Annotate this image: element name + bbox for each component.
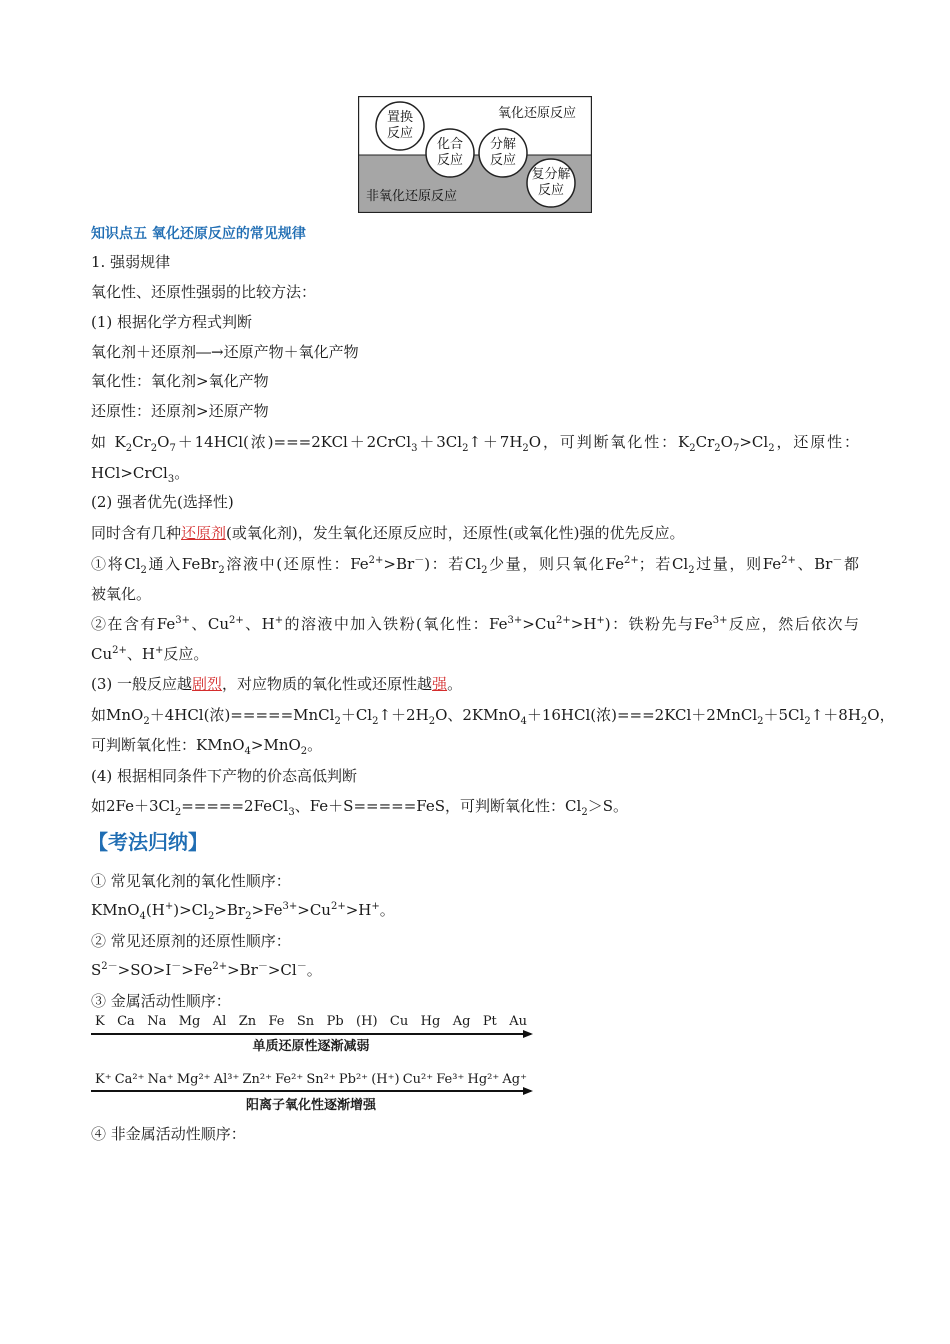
ion-symbol: Ca²⁺	[114, 1072, 145, 1087]
reducing-rule: 还原性：还原剂>还原产物	[91, 402, 269, 420]
metal-symbol: Ca	[117, 1014, 135, 1029]
metal-symbol: Au	[509, 1014, 527, 1029]
ion-symbol: Zn²⁺	[242, 1072, 272, 1087]
ion-symbol: Al³⁺	[213, 1072, 240, 1087]
metal-symbol: Zn	[238, 1014, 257, 1029]
summary-item-4: ④ 非金属活动性顺序：	[91, 1125, 246, 1143]
metal-symbol: Na	[147, 1014, 167, 1029]
non-redox-label: 非氧化还原反应	[366, 189, 458, 204]
redox-label: 氧化还原反应	[498, 106, 577, 121]
example-fe-cl2-s: 如$2Fe+3Cl_2=====2FeCl_3$、Fe＋S=====FeS，可判断氧化性：$Cl_2>S$。	[91, 797, 628, 818]
ion-symbol: Cu²⁺	[402, 1072, 434, 1087]
metal-symbol: Pb	[326, 1014, 344, 1029]
sub-item-2: (2) 强者优先(选择性)	[91, 493, 234, 511]
metal-arrowhead-icon	[523, 1030, 533, 1038]
metal-symbol: Hg	[420, 1014, 441, 1029]
summary-item-1: ① 常见氧化剂的氧化性顺序：	[91, 872, 291, 890]
section-title-summary: 【考法归纳】	[88, 830, 208, 854]
general-scheme: 氧化剂＋还原剂―→还原产物＋氧化产物	[91, 343, 359, 361]
knowledge-point-title: 知识点五 氧化还原反应的常见规律	[91, 226, 306, 242]
metal-symbol: Ag	[452, 1014, 471, 1029]
metal-symbol: Cu	[389, 1014, 409, 1029]
example-mno2-conclusion: 可判断氧化性：KMnO$_4$>MnO$_2$。	[91, 736, 323, 757]
metal-symbol: K	[95, 1014, 105, 1029]
example-equation-k2cr2o7: 如 $K_2Cr_2O_7+14HCl$(浓)$===2KCl+2CrCl_3+3Cl_2↑+7H_2O$，可判断氧化性：$K_2Cr_2O_7>Cl_2$，还原性：	[91, 433, 859, 454]
case-febr2: ①将$Cl_2$通入FeBr$_2$溶液中(还原性：$Fe^{2+}>Br^-$)：若$Cl_2$少量，则只氧化$Fe^{2+}$；若$Cl_2$过量，则$Fe^{2+}$、Br－都	[91, 555, 859, 576]
case-iron-powder: ②在含有$Fe^{3+}$、$Cu^{2+}$、H+的溶液中加入铁粉(氧化性：$Fe^{3+}>Cu^{2+}>H^+$)：铁粉先与$Fe^{3+}$反应，然后依次与	[91, 615, 859, 633]
oxidizing-rule: 氧化性：氧化剂>氧化产物	[91, 372, 269, 390]
ion-symbol: Mg²⁺	[176, 1072, 211, 1087]
ion-symbols-row	[91, 1072, 531, 1088]
ion-symbol: Ag⁺	[502, 1072, 527, 1087]
summary-item-3: ③ 金属活动性顺序：	[91, 992, 231, 1010]
reaction-type-diagram	[358, 96, 592, 213]
ion-caption: 阳离子氧化性逐渐增强	[245, 1098, 376, 1113]
example-mno2-kmno4: 如MnO$_2$＋4HCl(浓)$=====MnCl_2+Cl_2↑+2H_2O$、2KMnO$_4$＋16HCl(浓)$===2KCl+2MnCl_2+5Cl_2↑+8H_2O$，	[91, 706, 895, 727]
rule1-title: 1. 强弱规律	[91, 253, 171, 271]
metal-symbol: Sn	[296, 1014, 315, 1029]
oxidizer-order: $KMnO_4(H^+)>Cl_2>Br_2>Fe^{3+}>Cu^{2+}>H^+$。	[91, 901, 395, 922]
metal-arrow	[91, 1033, 531, 1035]
case-febr2-end: 被氧化。	[91, 585, 152, 603]
example-equation-conclusion: HCl>CrCl$_3$。	[91, 464, 190, 485]
comparison-method: 氧化性、还原性强弱的比较方法：	[91, 283, 317, 301]
sub-item-3: (3) 一般反应越剧烈，对应物质的氧化性或还原性越强。	[91, 675, 463, 693]
ion-arrowhead-icon	[523, 1087, 533, 1095]
metal-symbol: Al	[212, 1014, 227, 1029]
case-iron-powder-end: $Cu^{2+}$、H+反应。	[91, 645, 209, 663]
ion-arrow	[91, 1090, 531, 1092]
ion-symbol: Pb²⁺	[338, 1072, 369, 1087]
metal-symbol: Mg	[178, 1014, 201, 1029]
ion-symbol: Fe²⁺	[275, 1072, 304, 1087]
ion-symbol: (H⁺)	[371, 1072, 400, 1087]
metal-symbol: Fe	[268, 1014, 285, 1029]
ion-symbol: Fe³⁺	[436, 1072, 465, 1087]
metal-symbols-row	[91, 1014, 531, 1030]
sub-item-1: (1) 根据化学方程式判断	[91, 313, 253, 331]
circle-label-double-decomposition: 复分解 反应	[531, 167, 571, 198]
summary-item-2: ② 常见还原剂的还原性顺序：	[91, 932, 291, 950]
circle-label-decomposition: 分解 反应	[489, 137, 516, 168]
priority-rule: 同时含有几种还原剂(或氧化剂)，发生氧化还原反应时，还原性(或氧化性)强的优先反应。	[91, 524, 685, 542]
reducer-order: $S^{2-}>SO>I^->Fe^{2+}>Br^->Cl^-$。	[91, 961, 322, 979]
ion-symbol: Hg²⁺	[467, 1072, 500, 1087]
ion-symbol: Sn²⁺	[306, 1072, 336, 1087]
metal-symbol: (H)	[356, 1014, 378, 1029]
ion-symbol: K⁺	[95, 1072, 112, 1087]
metal-caption: 单质还原性逐渐减弱	[252, 1039, 370, 1054]
metal-symbol: Pt	[482, 1014, 497, 1029]
circle-label-displacement: 置换 反应	[386, 110, 413, 141]
sub-item-4: (4) 根据相同条件下产物的价态高低判断	[91, 767, 358, 785]
circle-label-combination: 化合 反应	[436, 137, 463, 168]
ion-symbol: Na⁺	[147, 1072, 174, 1087]
